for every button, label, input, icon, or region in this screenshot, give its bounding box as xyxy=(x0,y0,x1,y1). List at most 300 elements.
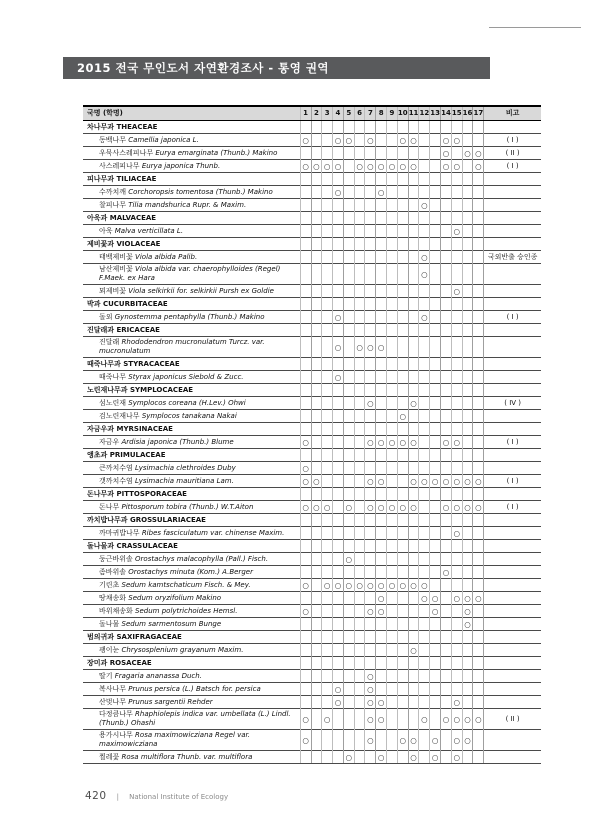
site-cell-8 xyxy=(376,397,387,410)
site-cell-16 xyxy=(462,683,473,696)
site-cell-2 xyxy=(311,436,322,449)
site-cell-10 xyxy=(397,751,408,764)
family-name-cell: 자금우과 MYRSINACEAE xyxy=(83,423,300,436)
site-cell-16: ○ xyxy=(462,592,473,605)
site-cell-14 xyxy=(441,488,452,501)
site-cell-17 xyxy=(473,751,484,764)
site-cell-1: ○ xyxy=(300,160,311,173)
site-cell-9 xyxy=(387,397,398,410)
site-cell-12 xyxy=(419,449,430,462)
site-cell-5: ○ xyxy=(343,134,354,147)
site-cell-6 xyxy=(354,709,365,730)
remark-cell xyxy=(484,488,541,501)
site-cell-15: ○ xyxy=(451,696,462,709)
site-cell-10 xyxy=(397,147,408,160)
site-cell-6 xyxy=(354,371,365,384)
site-cell-16 xyxy=(462,358,473,371)
site-cell-17 xyxy=(473,423,484,436)
site-cell-3: ○ xyxy=(322,709,333,730)
family-row xyxy=(83,423,541,436)
site-cell-5 xyxy=(343,730,354,751)
site-cell-15 xyxy=(451,514,462,527)
species-name-cell: 용가시나무 Rosa maximowicziana Regel var. maximowicziana xyxy=(83,730,300,751)
site-cell-13 xyxy=(430,527,441,540)
site-cell-5 xyxy=(343,644,354,657)
site-cell-10 xyxy=(397,553,408,566)
site-cell-2 xyxy=(311,657,322,670)
site-cell-9 xyxy=(387,683,398,696)
site-cell-11 xyxy=(408,709,419,730)
site-cell-15 xyxy=(451,657,462,670)
site-cell-5 xyxy=(343,251,354,264)
species-name-cell: 돌나물 Sedum sarmentosum Bunge xyxy=(83,618,300,631)
site-cell-11 xyxy=(408,514,419,527)
site-cell-2: ○ xyxy=(311,501,322,514)
site-cell-9 xyxy=(387,730,398,751)
site-cell-13 xyxy=(430,683,441,696)
site-cell-2 xyxy=(311,251,322,264)
species-name-cell: 땅채송화 Sedum oryzifolium Makino xyxy=(83,592,300,605)
site-cell-15 xyxy=(451,324,462,337)
footer-separator: | xyxy=(116,793,119,801)
site-cell-13 xyxy=(430,579,441,592)
family-name-cell: 차나무과 THEACEAE xyxy=(83,121,300,134)
site-cell-10 xyxy=(397,514,408,527)
site-cell-5 xyxy=(343,540,354,553)
site-cell-10 xyxy=(397,173,408,186)
remark-cell xyxy=(484,566,541,579)
site-cell-12 xyxy=(419,358,430,371)
species-name-cell: 바위채송화 Sedum polytrichoides Hemsl. xyxy=(83,605,300,618)
site-cell-1: ○ xyxy=(300,730,311,751)
site-cell-16 xyxy=(462,527,473,540)
site-cell-1 xyxy=(300,488,311,501)
site-cell-12 xyxy=(419,147,430,160)
species-name-cell: 진달래 Rhododendron mucronulatum Turcz. var. mucronulatum xyxy=(83,337,300,358)
site-cell-6 xyxy=(354,631,365,644)
remark-cell xyxy=(484,644,541,657)
site-cell-10 xyxy=(397,683,408,696)
site-cell-11 xyxy=(408,251,419,264)
site-cell-5 xyxy=(343,488,354,501)
species-name-cell: 수까치깨 Corchoropsis tomentosa (Thunb.) Makino xyxy=(83,186,300,199)
site-cell-16 xyxy=(462,410,473,423)
site-cell-5 xyxy=(343,670,354,683)
site-cell-8: ○ xyxy=(376,592,387,605)
site-cell-3 xyxy=(322,514,333,527)
site-cell-7 xyxy=(365,199,376,212)
remark-cell xyxy=(484,579,541,592)
site-cell-17: ○ xyxy=(473,160,484,173)
col-header-site-3: 3 xyxy=(322,106,333,121)
site-cell-3 xyxy=(322,199,333,212)
site-cell-2: ○ xyxy=(311,160,322,173)
site-cell-17 xyxy=(473,683,484,696)
site-cell-5 xyxy=(343,264,354,285)
site-cell-7 xyxy=(365,751,376,764)
site-cell-16 xyxy=(462,311,473,324)
site-cell-9 xyxy=(387,358,398,371)
site-cell-7 xyxy=(365,527,376,540)
site-cell-10 xyxy=(397,371,408,384)
site-cell-17: ○ xyxy=(473,147,484,160)
species-name-cell: 남산제비꽃 Viola albida var. chaerophylloides (Regel) F.Maek. ex Hara xyxy=(83,264,300,285)
site-cell-15 xyxy=(451,449,462,462)
site-cell-12 xyxy=(419,644,430,657)
site-cell-9 xyxy=(387,696,398,709)
site-cell-17 xyxy=(473,436,484,449)
site-cell-6 xyxy=(354,566,365,579)
site-cell-5 xyxy=(343,371,354,384)
remark-cell: ( I ) xyxy=(484,134,541,147)
site-cell-9 xyxy=(387,285,398,298)
site-cell-4: ○ xyxy=(333,371,344,384)
site-cell-5 xyxy=(343,436,354,449)
site-cell-4: ○ xyxy=(333,160,344,173)
site-cell-12 xyxy=(419,121,430,134)
site-cell-15 xyxy=(451,644,462,657)
site-cell-11 xyxy=(408,384,419,397)
site-cell-5: ○ xyxy=(343,501,354,514)
site-cell-2 xyxy=(311,423,322,436)
site-cell-13 xyxy=(430,553,441,566)
site-cell-2 xyxy=(311,384,322,397)
site-cell-5 xyxy=(343,709,354,730)
site-cell-1 xyxy=(300,514,311,527)
site-cell-10 xyxy=(397,670,408,683)
remark-cell xyxy=(484,212,541,225)
site-cell-6 xyxy=(354,186,365,199)
site-cell-6 xyxy=(354,134,365,147)
site-cell-15: ○ xyxy=(451,527,462,540)
site-cell-2 xyxy=(311,134,322,147)
site-cell-11 xyxy=(408,186,419,199)
site-cell-3 xyxy=(322,631,333,644)
site-cell-9 xyxy=(387,147,398,160)
site-cell-10 xyxy=(397,225,408,238)
site-cell-9 xyxy=(387,488,398,501)
site-cell-4: ○ xyxy=(333,311,344,324)
species-row xyxy=(83,311,541,324)
site-cell-16: ○ xyxy=(462,730,473,751)
remark-cell xyxy=(484,199,541,212)
site-cell-4 xyxy=(333,657,344,670)
site-cell-8 xyxy=(376,462,387,475)
species-row xyxy=(83,501,541,514)
remark-cell xyxy=(484,618,541,631)
site-cell-12 xyxy=(419,501,430,514)
site-cell-1: ○ xyxy=(300,709,311,730)
site-cell-12 xyxy=(419,238,430,251)
site-cell-8 xyxy=(376,384,387,397)
site-cell-14: ○ xyxy=(441,160,452,173)
site-cell-17 xyxy=(473,540,484,553)
site-cell-2 xyxy=(311,238,322,251)
site-cell-2 xyxy=(311,618,322,631)
species-name-cell: 까마귀밥나무 Ribes fasciculatum var. chinense Maxim. xyxy=(83,527,300,540)
site-cell-9: ○ xyxy=(387,160,398,173)
site-cell-3 xyxy=(322,264,333,285)
species-row xyxy=(83,397,541,410)
site-cell-15 xyxy=(451,358,462,371)
site-cell-1 xyxy=(300,592,311,605)
site-cell-2 xyxy=(311,147,322,160)
site-cell-12 xyxy=(419,488,430,501)
site-cell-5: ○ xyxy=(343,553,354,566)
site-cell-10 xyxy=(397,423,408,436)
family-row xyxy=(83,514,541,527)
site-cell-3 xyxy=(322,337,333,358)
site-cell-11 xyxy=(408,670,419,683)
site-cell-3 xyxy=(322,475,333,488)
site-cell-8 xyxy=(376,212,387,225)
site-cell-14 xyxy=(441,751,452,764)
species-name-cell: 둥근바위솔 Orostachys malacophylla (Pall.) Fisch. xyxy=(83,553,300,566)
site-cell-16: ○ xyxy=(462,475,473,488)
site-cell-11: ○ xyxy=(408,579,419,592)
site-cell-3 xyxy=(322,566,333,579)
col-header-site-9: 9 xyxy=(387,106,398,121)
site-cell-14 xyxy=(441,324,452,337)
site-cell-11 xyxy=(408,449,419,462)
remark-cell xyxy=(484,410,541,423)
site-cell-5 xyxy=(343,462,354,475)
site-cell-9 xyxy=(387,631,398,644)
site-cell-13 xyxy=(430,212,441,225)
site-cell-12 xyxy=(419,212,430,225)
site-cell-17 xyxy=(473,371,484,384)
species-row xyxy=(83,696,541,709)
site-cell-3 xyxy=(322,683,333,696)
site-cell-10 xyxy=(397,285,408,298)
site-cell-5 xyxy=(343,631,354,644)
site-cell-11: ○ xyxy=(408,397,419,410)
site-cell-16 xyxy=(462,657,473,670)
site-cell-15: ○ xyxy=(451,730,462,751)
site-cell-16 xyxy=(462,264,473,285)
site-cell-4 xyxy=(333,324,344,337)
site-cell-3 xyxy=(322,225,333,238)
site-cell-17 xyxy=(473,644,484,657)
site-cell-2 xyxy=(311,358,322,371)
site-cell-14 xyxy=(441,358,452,371)
site-cell-14: ○ xyxy=(441,709,452,730)
site-cell-17: ○ xyxy=(473,709,484,730)
site-cell-14 xyxy=(441,618,452,631)
site-cell-6 xyxy=(354,384,365,397)
site-cell-10 xyxy=(397,238,408,251)
site-cell-10: ○ xyxy=(397,134,408,147)
site-cell-2 xyxy=(311,225,322,238)
site-cell-8 xyxy=(376,238,387,251)
site-cell-16 xyxy=(462,488,473,501)
species-name-cell: 찔레꽃 Rosa multiflora Thunb. var. multiflora xyxy=(83,751,300,764)
site-cell-5 xyxy=(343,605,354,618)
site-cell-8 xyxy=(376,264,387,285)
site-cell-1 xyxy=(300,670,311,683)
site-cell-12 xyxy=(419,553,430,566)
site-cell-13 xyxy=(430,384,441,397)
site-cell-4 xyxy=(333,514,344,527)
site-cell-15 xyxy=(451,173,462,186)
site-cell-8 xyxy=(376,527,387,540)
site-cell-9: ○ xyxy=(387,436,398,449)
site-cell-8 xyxy=(376,199,387,212)
site-cell-4 xyxy=(333,709,344,730)
site-cell-14 xyxy=(441,670,452,683)
species-row xyxy=(83,579,541,592)
col-header-site-2: 2 xyxy=(311,106,322,121)
site-cell-5 xyxy=(343,423,354,436)
remark-cell xyxy=(484,514,541,527)
site-cell-6 xyxy=(354,238,365,251)
table-body xyxy=(83,121,541,764)
site-cell-4 xyxy=(333,553,344,566)
species-name-cell: 뫼제비꽃 Viola selkirkii for. selkirkii Pursh ex Goldie xyxy=(83,285,300,298)
site-cell-13 xyxy=(430,436,441,449)
site-cell-14 xyxy=(441,579,452,592)
site-cell-14: ○ xyxy=(441,147,452,160)
site-cell-8 xyxy=(376,423,387,436)
site-cell-3 xyxy=(322,553,333,566)
site-cell-15 xyxy=(451,618,462,631)
site-cell-7 xyxy=(365,238,376,251)
species-name-cell: 자금우 Ardisia japonica (Thunb.) Blume xyxy=(83,436,300,449)
site-cell-15: ○ xyxy=(451,475,462,488)
site-cell-8: ○ xyxy=(376,436,387,449)
site-cell-6 xyxy=(354,423,365,436)
site-cell-15: ○ xyxy=(451,225,462,238)
species-name-cell: 괭이눈 Chrysosplenium grayanum Maxim. xyxy=(83,644,300,657)
site-cell-1 xyxy=(300,527,311,540)
site-cell-3 xyxy=(322,311,333,324)
site-cell-7 xyxy=(365,631,376,644)
site-cell-10 xyxy=(397,384,408,397)
site-cell-7 xyxy=(365,121,376,134)
site-cell-10: ○ xyxy=(397,579,408,592)
site-cell-13 xyxy=(430,358,441,371)
site-cell-16 xyxy=(462,436,473,449)
site-cell-5 xyxy=(343,657,354,670)
footer-org: National Institute of Ecology xyxy=(129,793,229,801)
site-cell-7 xyxy=(365,540,376,553)
col-header-name: 국명 (학명) xyxy=(83,106,300,121)
site-cell-3 xyxy=(322,238,333,251)
site-cell-9 xyxy=(387,566,398,579)
site-cell-8 xyxy=(376,410,387,423)
site-cell-16: ○ xyxy=(462,709,473,730)
site-cell-17 xyxy=(473,358,484,371)
site-cell-9 xyxy=(387,709,398,730)
species-name-cell: 사스레피나무 Eurya japonica Thunb. xyxy=(83,160,300,173)
site-cell-2 xyxy=(311,199,322,212)
species-row xyxy=(83,566,541,579)
species-row xyxy=(83,644,541,657)
site-cell-14 xyxy=(441,696,452,709)
site-cell-17 xyxy=(473,670,484,683)
site-cell-17 xyxy=(473,384,484,397)
site-cell-3 xyxy=(322,147,333,160)
site-cell-17 xyxy=(473,173,484,186)
site-cell-17 xyxy=(473,514,484,527)
site-cell-10 xyxy=(397,488,408,501)
site-cell-16: ○ xyxy=(462,618,473,631)
site-cell-7: ○ xyxy=(365,475,376,488)
family-row xyxy=(83,324,541,337)
site-cell-12: ○ xyxy=(419,709,430,730)
site-cell-11 xyxy=(408,631,419,644)
site-cell-1 xyxy=(300,147,311,160)
species-name-cell: 좀바위솔 Orostachys minuta (Kom.) A.Berger xyxy=(83,566,300,579)
family-name-cell: 돈나무과 PITTOSPORACEAE xyxy=(83,488,300,501)
site-cell-14 xyxy=(441,212,452,225)
site-cell-2 xyxy=(311,514,322,527)
site-cell-2 xyxy=(311,173,322,186)
site-cell-1: ○ xyxy=(300,436,311,449)
family-row xyxy=(83,238,541,251)
site-cell-2 xyxy=(311,566,322,579)
site-cell-9 xyxy=(387,238,398,251)
site-cell-14 xyxy=(441,173,452,186)
site-cell-11 xyxy=(408,337,419,358)
site-cell-16 xyxy=(462,579,473,592)
site-cell-1 xyxy=(300,121,311,134)
site-cell-12: ○ xyxy=(419,475,430,488)
site-cell-16 xyxy=(462,449,473,462)
site-cell-3 xyxy=(322,134,333,147)
site-cell-9 xyxy=(387,173,398,186)
site-cell-6 xyxy=(354,397,365,410)
site-cell-7: ○ xyxy=(365,709,376,730)
site-cell-17 xyxy=(473,134,484,147)
site-cell-3 xyxy=(322,186,333,199)
site-cell-10 xyxy=(397,199,408,212)
family-name-cell: 노린재나무과 SYMPLOCACEAE xyxy=(83,384,300,397)
site-cell-3 xyxy=(322,410,333,423)
site-cell-6 xyxy=(354,730,365,751)
site-cell-10 xyxy=(397,212,408,225)
site-cell-13 xyxy=(430,186,441,199)
site-cell-7 xyxy=(365,657,376,670)
site-cell-17 xyxy=(473,264,484,285)
site-cell-15 xyxy=(451,488,462,501)
site-cell-15: ○ xyxy=(451,160,462,173)
site-cell-14 xyxy=(441,527,452,540)
site-cell-11 xyxy=(408,462,419,475)
site-cell-9 xyxy=(387,410,398,423)
site-cell-5 xyxy=(343,358,354,371)
site-cell-5 xyxy=(343,285,354,298)
site-cell-13 xyxy=(430,709,441,730)
site-cell-3 xyxy=(322,384,333,397)
site-cell-5 xyxy=(343,173,354,186)
site-cell-17 xyxy=(473,212,484,225)
site-cell-6 xyxy=(354,285,365,298)
site-cell-9 xyxy=(387,199,398,212)
site-cell-7 xyxy=(365,371,376,384)
site-cell-11 xyxy=(408,298,419,311)
site-cell-14 xyxy=(441,410,452,423)
site-cell-2 xyxy=(311,186,322,199)
site-cell-10 xyxy=(397,324,408,337)
remark-cell xyxy=(484,592,541,605)
site-cell-5 xyxy=(343,527,354,540)
site-cell-13 xyxy=(430,147,441,160)
site-cell-9 xyxy=(387,514,398,527)
site-cell-8 xyxy=(376,298,387,311)
site-cell-1: ○ xyxy=(300,579,311,592)
site-cell-14 xyxy=(441,337,452,358)
